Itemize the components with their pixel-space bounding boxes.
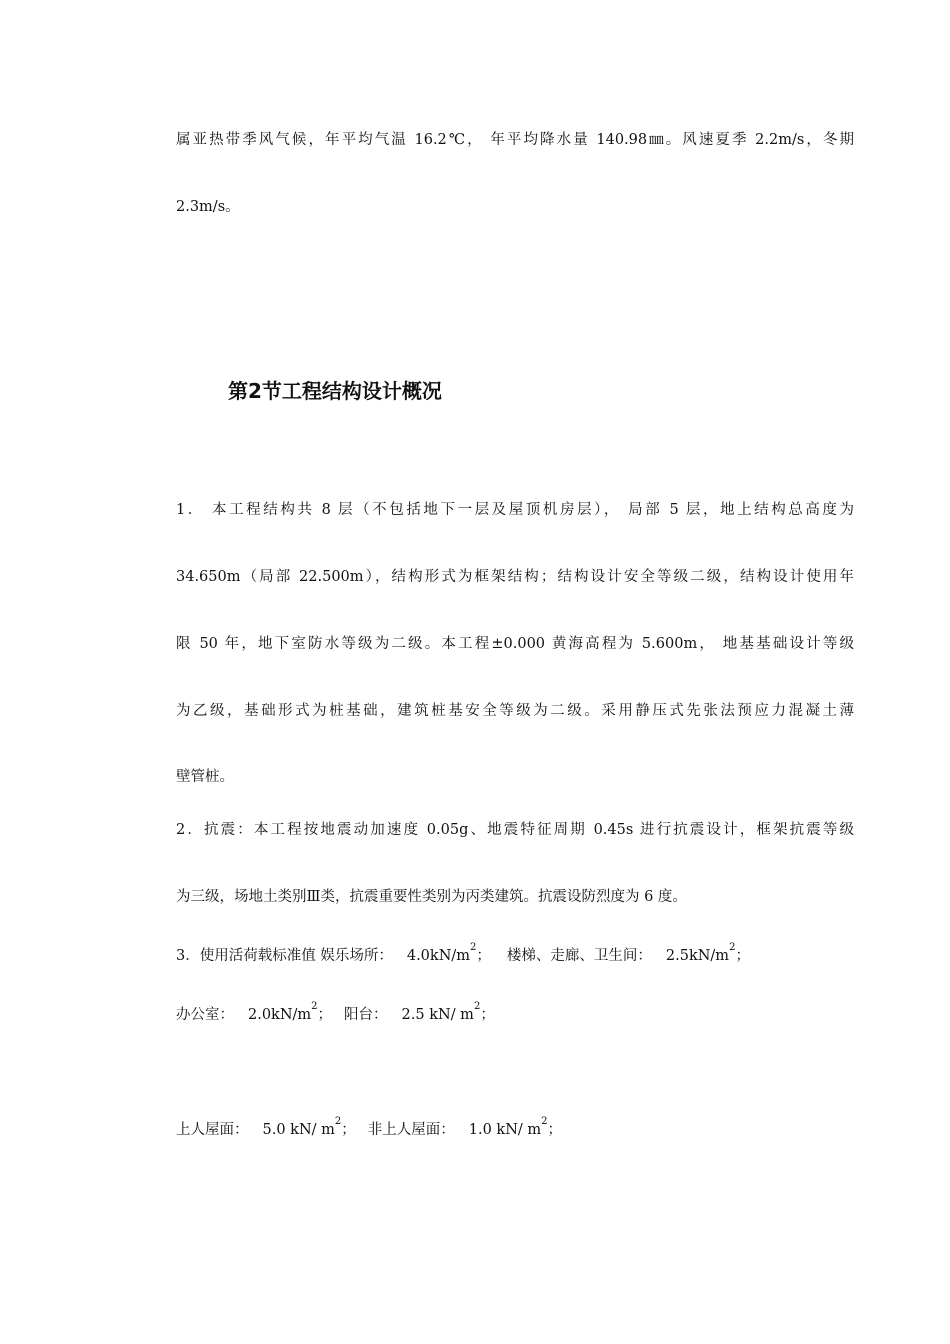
item1-line-5: 壁管桩。 [176, 769, 234, 785]
roof-access-load-label: 上人屋面： [176, 1122, 249, 1138]
separator: ； [476, 948, 491, 964]
live-load-intro: 3．使用活荷载标准值 娱乐场所： [176, 948, 393, 964]
separator: ； [341, 1122, 356, 1138]
office-load-value: 2.0kN/m [248, 1007, 312, 1023]
roof-noaccess-load-value: 1.0 kN/ m [468, 1122, 542, 1138]
exponent: 2 [334, 1116, 342, 1127]
live-load-line-3 [176, 1116, 854, 1140]
climate-line-1: 属亚热带季风气候，年平均气温 16.2℃， 年平均降水量 140.98㎜。风速夏季 2.2m/s，冬期 [176, 132, 854, 148]
exponent: 2 [311, 1001, 318, 1012]
exponent: 2 [729, 942, 736, 953]
separator: ； [317, 1007, 333, 1023]
separator: ； [735, 948, 750, 964]
separator: ； [547, 1122, 563, 1138]
item1-line-1: 1． 本工程结构共 8 层（不包括地下一层及屋顶机房层）， 局部 5 层，地上结构总高度为 [176, 502, 854, 518]
exponent: 2 [473, 1001, 481, 1012]
exponent: 2 [541, 1116, 548, 1127]
balcony-load-value: 2.5 kN/ m [401, 1007, 474, 1023]
stairs-load-label: 楼梯、走廊、卫生间： [506, 948, 652, 964]
climate-line-2: 2.3m/s。 [176, 199, 240, 215]
office-load-label: 办公室： [176, 1007, 234, 1023]
exponent: 2 [470, 942, 477, 953]
item1-line-4: 为乙级，基础形式为桩基础，建筑桩基安全等级为二级。采用静压式先张法预应力混凝土薄 [176, 703, 854, 719]
item2-line-1: 2．抗震：本工程按地震动加速度 0.05g、地震特征周期 0.45s 进行抗震设计，框架抗震等级 [176, 822, 854, 838]
live-load-line-1 [176, 942, 854, 966]
separator: ； [480, 1007, 495, 1023]
roof-noaccess-load-label: 非上人屋面： [367, 1122, 455, 1138]
roof-access-load-value: 5.0 kN/ m [262, 1122, 335, 1138]
section-title: 第2节工程结构设计概况 [228, 379, 442, 403]
item1-line-2: 34.650m（局部 22.500m），结构形式为框架结构；结构设计安全等级二级，结构设计使用年 [176, 569, 854, 585]
item1-line-3: 限 50 年，地下室防水等级为二级。本工程±0.000 黄海高程为 5.600m， 地基基础设计等级 [176, 636, 854, 652]
entertainment-load-value: 4.0kN/m [406, 948, 471, 964]
stairs-load-value: 2.5kN/m [665, 948, 730, 964]
live-load-line-2 [176, 1001, 854, 1025]
item2-line-2: 为三级，场地土类别Ⅲ类，抗震重要性类别为丙类建筑。抗震设防烈度为 6 度。 [176, 889, 687, 905]
balcony-load-label: 阳台： [344, 1007, 388, 1023]
